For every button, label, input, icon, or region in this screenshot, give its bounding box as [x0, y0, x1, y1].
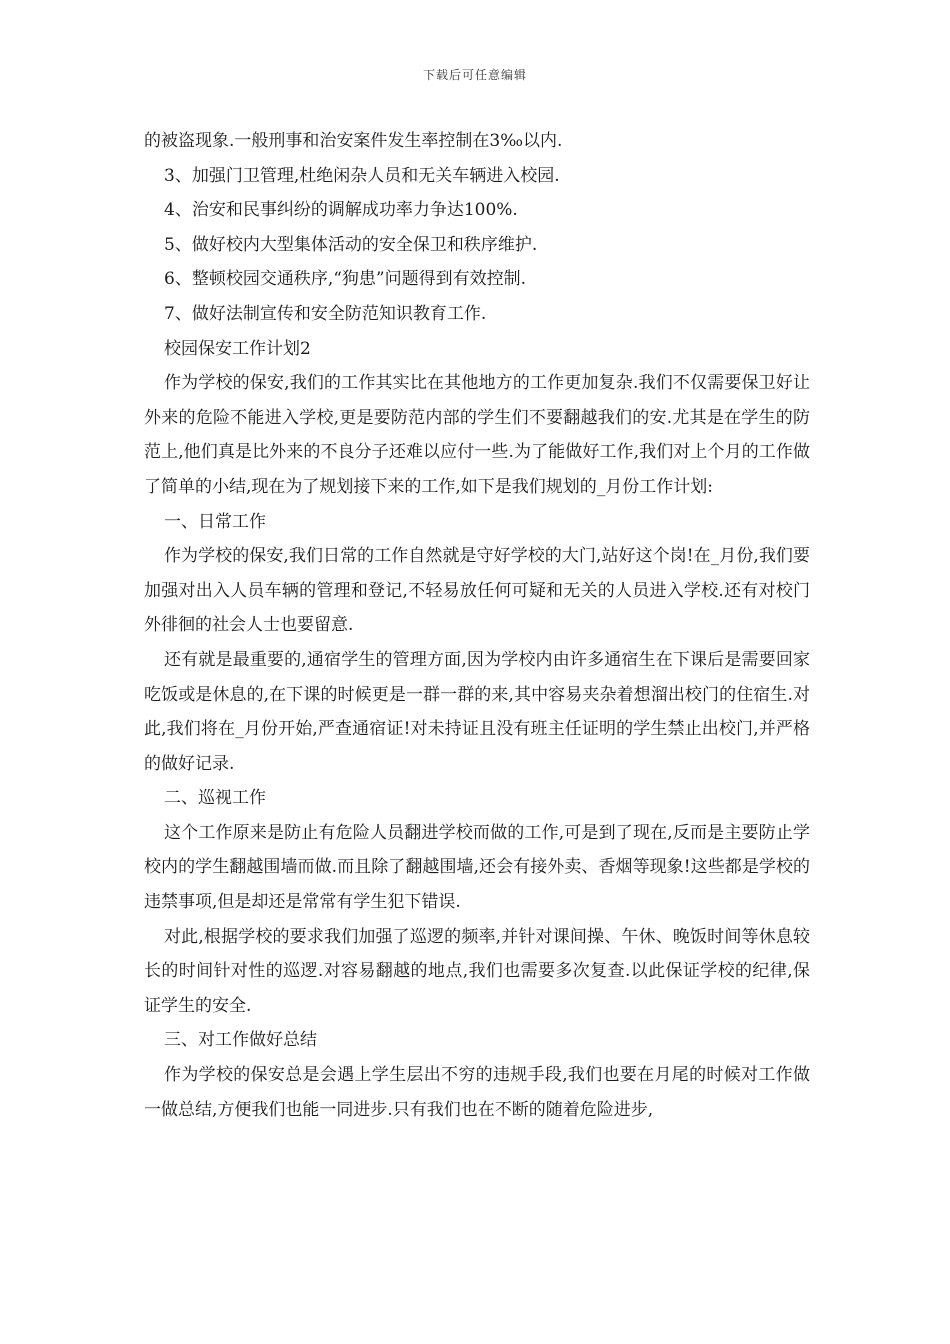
paragraph: 的被盗现象.一般刑事和治安案件发生率控制在3‰以内.	[144, 131, 563, 151]
paragraph: 还有就是最重要的,通宿学生的管理方面,因为学校内由许多通宿生在下课后是需要回家吃饭或是休息的,在下课的时候更是一群一群的来,其中容易夹杂着想溜出校门的住宿生.对此,我们将在_月份开始,严查通宿证!对未持证且没有班主任证明的学生禁止出校门,并严格的做好记录.	[144, 649, 810, 774]
document-body	[144, 124, 810, 1127]
section-heading: 三、对工作做好总结	[164, 1030, 317, 1051]
list-item: 7、做好法制宣传和安全防范知识教育工作.	[164, 303, 487, 324]
section-heading: 一、日常工作	[164, 511, 266, 532]
list-item: 4、治安和民事纠纷的调解成功率力争达100%.	[164, 200, 518, 221]
paragraph: 对此,根据学校的要求我们加强了巡逻的频率,并针对课间操、午休、晚饭时间等休息较长的时间针对性的巡逻.对容易翻越的地点,我们也需要多次复查.以此保证学校的纪律,保证学生的安全.	[144, 926, 810, 1016]
list-item: 6、整顿校园交通秩序,“狗患”问题得到有效控制.	[164, 269, 527, 290]
page-header: 下载后可任意编辑	[422, 68, 527, 82]
section-title: 校园保安工作计划2	[164, 338, 311, 359]
paragraph: 作为学校的保安,我们日常的工作自然就是守好学校的大门,站好这个岗!在_月份,我们要加强对出入人员车辆的管理和登记,不轻易放任何可疑和无关的人员进入学校.还有对校门外徘徊的社会人士也要留意.	[144, 546, 810, 636]
paragraph: 作为学校的保安总是会遇上学生层出不穷的违规手段,我们也要在月尾的时候对工作做一做总结,方便我们也能一同进步.只有我们也在不断的随着危险进步,	[144, 1065, 810, 1120]
section-heading: 二、巡视工作	[164, 788, 266, 809]
paragraph: 作为学校的保安,我们的工作其实比在其他地方的工作更加复杂.我们不仅需要保卫好让外来的危险不能进入学校,更是要防范内部的学生们不要翻越我们的安.尤其是在学生的防范上,他们真是比外来的不良分子还难以应付一些.为了能做好工作,我们对上个月的工作做了简单的小结,现在为了规划接下来的工作,如下是我们规划的_月份工作计划:	[144, 373, 810, 497]
list-item: 3、加强门卫管理,杜绝闲杂人员和无关车辆进入校园.	[164, 165, 560, 186]
paragraph: 这个工作原来是防止有危险人员翻进学校而做的工作,可是到了现在,反而是主要防止学校内的学生翻越围墙而做.而且除了翻越围墙,还会有接外卖、香烟等现象!这些都是学校的违禁事项,但是却还是常常有学生犯下错误.	[144, 822, 810, 913]
list-item: 5、做好校内大型集体活动的安全保卫和秩序维护.	[164, 234, 538, 255]
